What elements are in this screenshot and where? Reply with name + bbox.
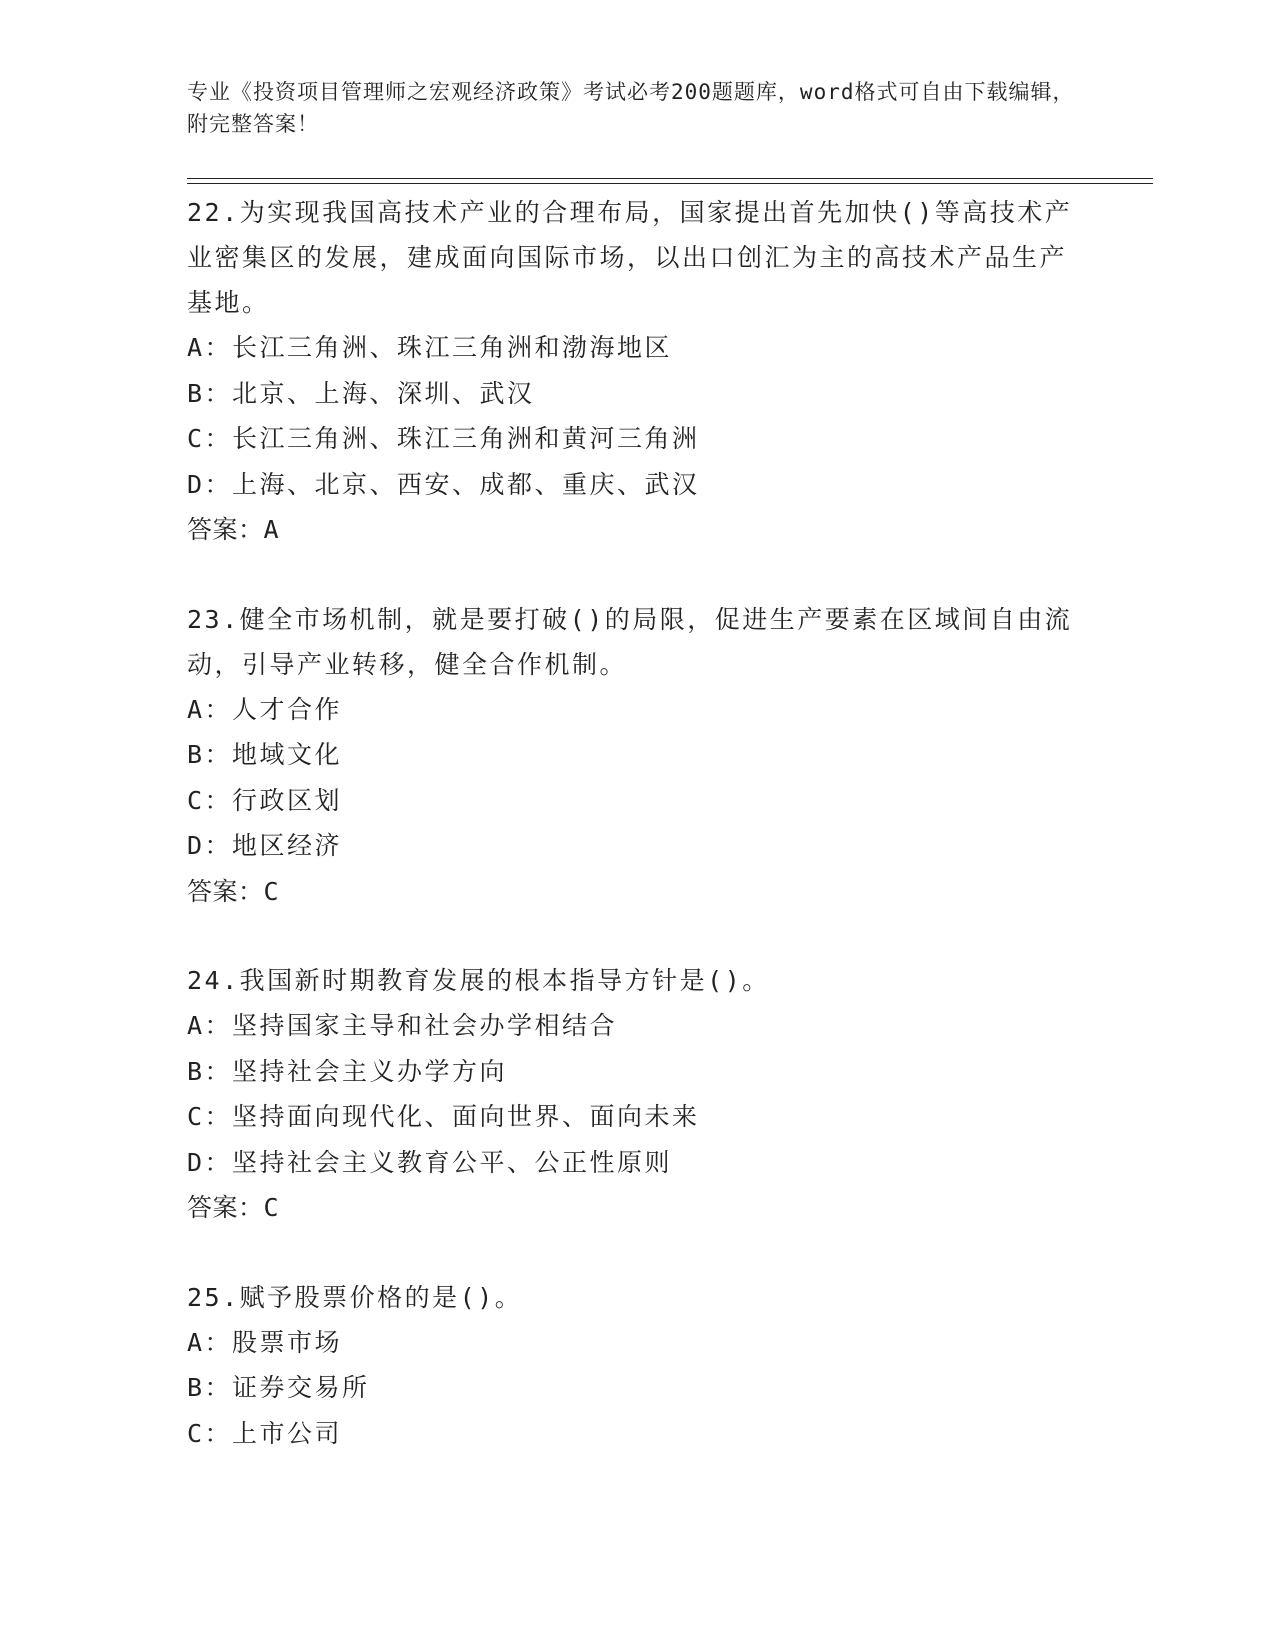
header-divider-top (187, 178, 1153, 179)
option-b: B：证券交易所 (187, 1373, 370, 1402)
option-d: D：地区经济 (187, 831, 343, 860)
question-23 (187, 597, 1087, 915)
header-note: 专业《投资项目管理师之宏观经济政策》考试必考200题题库，word格式可自由下载编辑，附完整答案！ (187, 80, 1075, 136)
answer-label: 答案： (187, 876, 264, 906)
option-b: B：地域文化 (187, 740, 343, 769)
question-list (187, 190, 1087, 1456)
answer-label: 答案： (187, 515, 264, 544)
answer-value: C (263, 876, 280, 906)
option-c: C：上市公司 (187, 1418, 343, 1448)
question-24 (187, 958, 1087, 1231)
option-a: A：长江三角洲、珠江三角洲和渤海地区 (187, 333, 673, 362)
answer-label: 答案： (187, 1193, 264, 1222)
question-text: 23.健全市场机制，就是要打破()的局限，促进生产要素在区域间自由流动，引导产业转移，健全合作机制。 (187, 604, 1073, 679)
option-a: A：股票市场 (187, 1327, 343, 1357)
spacer (187, 553, 1087, 597)
question-22 (187, 190, 1087, 553)
option-b: B：北京、上海、深圳、武汉 (187, 378, 535, 408)
header-divider-bottom (187, 183, 1153, 184)
option-c: C：长江三角洲、珠江三角洲和黄河三角洲 (187, 424, 700, 453)
option-d: D：坚持社会主义教育公平、公正性原则 (187, 1147, 673, 1177)
option-c: C：行政区划 (187, 785, 343, 815)
question-25 (187, 1275, 1087, 1457)
spacer (187, 914, 1087, 958)
question-text: 22.为实现我国高技术产业的合理布局，国家提出首先加快()等高技术产业密集区的发展，建成面向国际市场，以出口创汇为主的高技术产品生产基地。 (187, 198, 1073, 317)
answer-value: A (263, 515, 280, 544)
option-a: A：人才合作 (187, 694, 343, 724)
option-d: D：上海、北京、西安、成都、重庆、武汉 (187, 469, 700, 499)
question-text: 24.我国新时期教育发展的根本指导方针是()。 (187, 966, 770, 995)
option-a: A：坚持国家主导和社会办学相结合 (187, 1011, 618, 1040)
answer-line (187, 507, 1087, 553)
answer-line (187, 1185, 1087, 1231)
option-b: B：坚持社会主义办学方向 (187, 1056, 508, 1086)
answer-value: C (263, 1193, 280, 1222)
question-text: 25.赋予股票价格的是()。 (187, 1282, 523, 1312)
spacer (187, 1231, 1087, 1275)
option-c: C：坚持面向现代化、面向世界、面向未来 (187, 1102, 700, 1131)
answer-line (187, 869, 1087, 915)
